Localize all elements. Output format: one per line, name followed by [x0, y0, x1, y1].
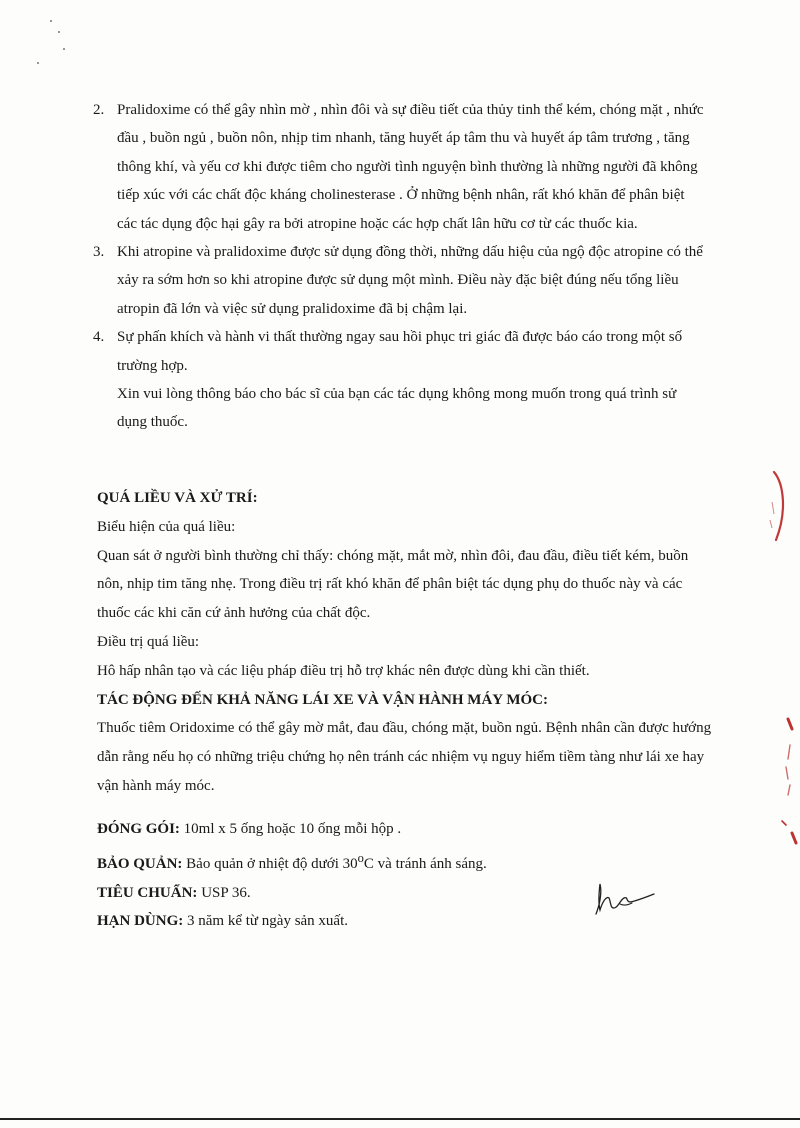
side-effects-list [93, 96, 708, 437]
driving-text: Thuốc tiêm Oridoxime có thể gây mờ mắt, đau đầu, chóng mặt, buồn ngủ. Bệnh nhân cần được hướng dẫn rằng nếu họ có những triệu chứng họ nên tránh các nhiệm vụ nguy hiểm tiềm tàng như lái xe hay vận hành máy móc. [97, 720, 712, 794]
packaging-line [97, 815, 657, 844]
storage-value-pre: Bảo quản ở nhiệt độ dưới 30 [186, 855, 358, 872]
list-item-text: Sự phấn khích và hành vi thất thường ngay sau hồi phục tri giác đã được báo cáo trong một số trường hợp. [117, 329, 683, 374]
expiry-label: HẠN DÙNG: [97, 913, 184, 930]
overdose-heading: QUÁ LIỀU VÀ XỬ TRÍ: [97, 490, 258, 506]
expiry-line [97, 907, 657, 936]
product-info [97, 815, 657, 936]
driving-heading: TÁC ĐỘNG ĐẾN KHẢ NĂNG LÁI XE VÀ VẬN HÀNH MÁY MÓC: [97, 691, 548, 708]
packaging-value: 10ml x 5 ống hoặc 10 ống mỗi hộp . [183, 821, 402, 837]
list-number: 3. [93, 244, 105, 261]
list-item [93, 323, 708, 437]
expiry-value: 3 năm kể từ ngày sản xuất. [187, 913, 349, 930]
stamp-icon [760, 468, 800, 548]
storage-line [97, 844, 657, 879]
overdose-section [97, 484, 712, 801]
standard-label: TIÊU CHUẨN: [97, 884, 198, 901]
storage-value [186, 850, 487, 872]
storage-value-post: C và tránh ánh sáng. [363, 855, 487, 872]
overdose-signs-label: Biểu hiện của quá liều: [97, 518, 236, 535]
overdose-signs-text: Quan sát ở người bình thường chỉ thấy: chóng mặt, mắt mờ, nhìn đôi, đau đầu, điều tiết kém, buồn nôn, nhịp tim tăng nhẹ. Trong điều trị rất khó khăn để phân biệt tác dụng phụ do thuốc này và các thuốc các khi căn cứ ảnh hưởng của chất độc. [97, 547, 689, 622]
list-number: 4. [93, 329, 105, 346]
list-item-note: Xin vui lòng thông báo cho bác sĩ của bạn các tác dụng không mong muốn trong quá trình sử dụng thuốc. [117, 386, 677, 431]
overdose-treatment-label: Điều trị quá liều: [97, 633, 200, 650]
footer-rule [0, 1118, 800, 1120]
degree-sup: o [357, 850, 364, 865]
standard-line [97, 879, 657, 908]
list-item-text: Pralidoxime có thể gây nhìn mờ , nhìn đôi và sự điều tiết của thủy tinh thể kém, chóng mặt , nhức đầu , buồn ngủ , buồn nôn, nhịp tim nhanh, tăng huyết áp tâm thu và huyết áp tâm trương , tăng thông khí, và yếu cơ khi được tiêm cho người tình nguyện bình thường là những người đã không tiếp xúc với các chất độc kháng cholinesterase . Ở những bệnh nhân, rất khó khăn để phân biệt các tác dụng độc hại gây ra bởi atropine hoặc các hợp chất lân hữu cơ từ các thuốc kia. [117, 102, 704, 232]
storage-label: BẢO QUẢN: [97, 855, 183, 872]
standard-value: USP 36. [201, 884, 251, 901]
overdose-treatment-text: Hô hấp nhân tạo và các liệu pháp điều trị hỗ trợ khác nên được dùng khi cần thiết. [97, 662, 590, 679]
packaging-label: ĐÓNG GÓI: [97, 821, 180, 837]
list-item [93, 238, 708, 323]
margin-marks-icon [768, 715, 800, 865]
list-number: 2. [93, 102, 105, 118]
signature-icon [590, 878, 660, 918]
list-item-text: Khi atropine và pralidoxime được sử dụng đồng thời, những dấu hiệu của ngộ độc atropine có thể xảy ra sớm hơn so khi atropine được sử dụng một mình. Điều này đặc biệt đúng nếu tổng liều atropin đã lớn và việc sử dụng pralidoxime đã bị chậm lại. [117, 244, 703, 317]
list-item [93, 96, 708, 238]
